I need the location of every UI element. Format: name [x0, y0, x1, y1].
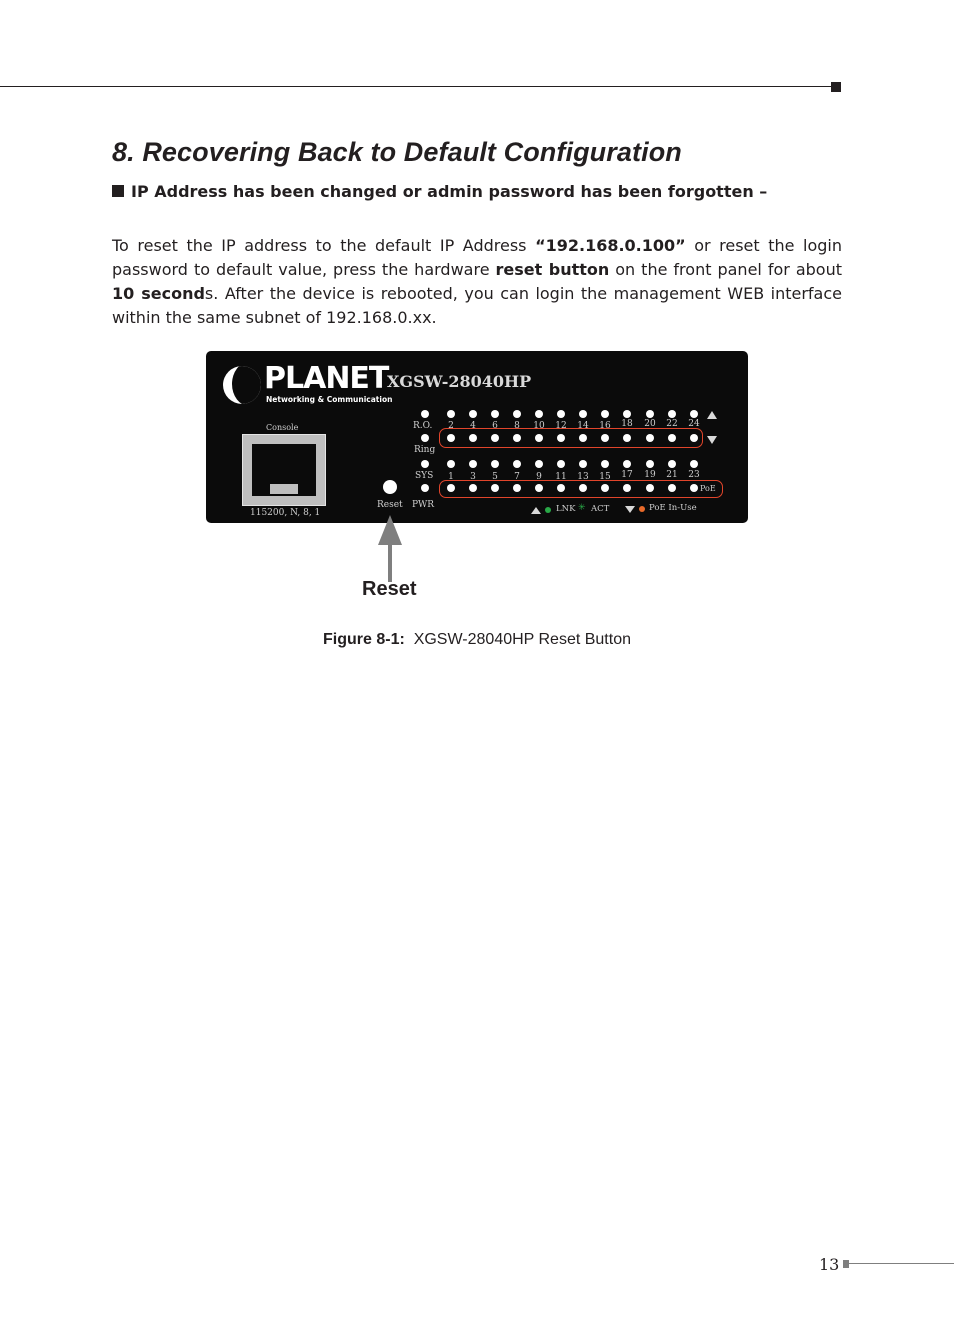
port-20-poe-led	[646, 434, 654, 442]
poe-led-icon	[639, 506, 645, 512]
square-bullet-icon	[112, 185, 124, 197]
port-number: 7	[514, 472, 520, 482]
port-number: 24	[688, 419, 700, 429]
port-12-lnk-led	[557, 410, 565, 418]
port-6-lnk-led	[491, 410, 499, 418]
port-21-lnk-led	[668, 460, 676, 468]
port-number: 4	[470, 421, 476, 431]
default-ip: “192.168.0.100”	[535, 236, 686, 255]
para-text-3: on the front panel for about	[609, 260, 842, 279]
port-20-lnk-led	[646, 410, 654, 418]
port-8-poe-led	[513, 434, 521, 442]
port-3-poe-led	[469, 484, 477, 492]
sys-led	[421, 460, 429, 468]
port-number: 22	[666, 419, 678, 429]
port-7-lnk-led	[513, 460, 521, 468]
port-16-lnk-led	[601, 410, 609, 418]
instruction-paragraph	[112, 234, 842, 330]
lnk-label: LNK	[556, 504, 576, 514]
port-14-poe-led	[579, 434, 587, 442]
port-18-poe-led	[623, 434, 631, 442]
poe-inuse-label: PoE In-Use	[649, 503, 697, 513]
header-rule	[0, 86, 834, 87]
port-9-lnk-led	[535, 460, 543, 468]
port-10-lnk-led	[535, 410, 543, 418]
port-number: 9	[536, 472, 542, 482]
switch-front-panel	[206, 351, 748, 523]
act-label: ACT	[591, 504, 610, 514]
lnk-triangle-icon	[531, 507, 541, 514]
model-name: XGSW-28040HP	[387, 372, 532, 391]
port-5-poe-led	[491, 484, 499, 492]
header-square	[831, 82, 841, 92]
planet-logo-icon	[223, 366, 261, 404]
lnk-led-icon	[545, 507, 551, 513]
port-11-lnk-led	[557, 460, 565, 468]
port-19-lnk-led	[646, 460, 654, 468]
port-1-poe-led	[447, 484, 455, 492]
seconds-term: 10 second	[112, 284, 205, 303]
console-spec: 115200, N, 8, 1	[250, 508, 321, 518]
port-21-poe-led	[668, 484, 676, 492]
port-23-poe-led	[690, 484, 698, 492]
arrow-shaft	[388, 540, 392, 582]
port-5-lnk-led	[491, 460, 499, 468]
subhead	[112, 182, 767, 201]
port-number: 14	[577, 421, 589, 431]
port-number: 6	[492, 421, 498, 431]
port-12-poe-led	[557, 434, 565, 442]
page-number: 13	[819, 1255, 840, 1274]
port-1-lnk-led	[447, 460, 455, 468]
section-title: 8. Recovering Back to Default Configuration	[112, 137, 682, 167]
ro-led	[421, 410, 429, 418]
port-24-lnk-led	[690, 410, 698, 418]
subhead-text: IP Address has been changed or admin password has been forgotten –	[131, 182, 768, 201]
poe-triangle-icon	[625, 506, 635, 513]
port-19-poe-led	[646, 484, 654, 492]
footer-square	[843, 1260, 849, 1268]
poe-label: PoE	[700, 484, 716, 493]
port-24-poe-led	[690, 434, 698, 442]
caption-label: Figure 8-1:	[323, 631, 405, 648]
reset-button[interactable]	[383, 480, 397, 494]
port-number: 11	[555, 472, 567, 482]
blink-icon: ✳	[578, 503, 586, 513]
port-number: 5	[492, 472, 498, 482]
triangle-down-icon	[707, 436, 717, 444]
port-number: 21	[666, 470, 678, 480]
even-ports-highlight	[439, 428, 703, 448]
port-number: 20	[644, 419, 656, 429]
port-4-poe-led	[469, 434, 477, 442]
pwr-label: PWR	[412, 500, 435, 510]
console-port-icon	[242, 434, 326, 506]
port-number: 18	[621, 419, 633, 429]
port-13-lnk-led	[579, 460, 587, 468]
port-22-lnk-led	[668, 410, 676, 418]
port-7-poe-led	[513, 484, 521, 492]
ro-label: R.O.	[413, 421, 433, 431]
ring-label: Ring	[414, 445, 436, 455]
para-text-4: s. After the device is rebooted, you can login the management WEB interface within the same subnet of 192.168.0.xx.	[112, 284, 843, 327]
reset-callout: Reset	[362, 578, 417, 600]
port-2-lnk-led	[447, 410, 455, 418]
port-number: 12	[555, 421, 567, 431]
port-number: 8	[514, 421, 520, 431]
port-number: 10	[533, 421, 545, 431]
port-number: 17	[621, 470, 633, 480]
figure-caption	[0, 631, 954, 649]
port-number: 23	[688, 470, 700, 480]
port-22-poe-led	[668, 434, 676, 442]
port-16-poe-led	[601, 434, 609, 442]
para-text-2: or reset the login password to default value, press the hardware	[112, 236, 843, 279]
port-number: 3	[470, 472, 476, 482]
ring-led	[421, 434, 429, 442]
sys-label: SYS	[415, 471, 434, 481]
port-number: 15	[599, 472, 611, 482]
brand-tagline: Networking & Communication	[266, 395, 393, 404]
footer-rule	[848, 1263, 954, 1264]
port-6-poe-led	[491, 434, 499, 442]
port-number: 2	[448, 421, 454, 431]
port-17-poe-led	[623, 484, 631, 492]
pwr-led	[421, 484, 429, 492]
reset-button-term: reset button	[495, 260, 610, 279]
reset-label: Reset	[377, 500, 403, 510]
port-17-lnk-led	[623, 460, 631, 468]
port-10-poe-led	[535, 434, 543, 442]
port-number: 1	[448, 472, 454, 482]
port-3-lnk-led	[469, 460, 477, 468]
port-4-lnk-led	[469, 410, 477, 418]
port-number: 13	[577, 472, 589, 482]
para-text-1: To reset the IP address to the default IP Address	[112, 236, 536, 255]
port-2-poe-led	[447, 434, 455, 442]
port-8-lnk-led	[513, 410, 521, 418]
port-13-poe-led	[579, 484, 587, 492]
triangle-up-icon	[707, 411, 717, 419]
caption-text: XGSW-28040HP Reset Button	[413, 631, 631, 648]
console-label: Console	[266, 423, 299, 432]
port-15-lnk-led	[601, 460, 609, 468]
port-9-poe-led	[535, 484, 543, 492]
port-18-lnk-led	[623, 410, 631, 418]
port-number: 16	[599, 421, 611, 431]
brand-name: PLANET	[264, 361, 389, 396]
port-14-lnk-led	[579, 410, 587, 418]
port-23-lnk-led	[690, 460, 698, 468]
port-15-poe-led	[601, 484, 609, 492]
port-number: 19	[644, 470, 656, 480]
port-11-poe-led	[557, 484, 565, 492]
